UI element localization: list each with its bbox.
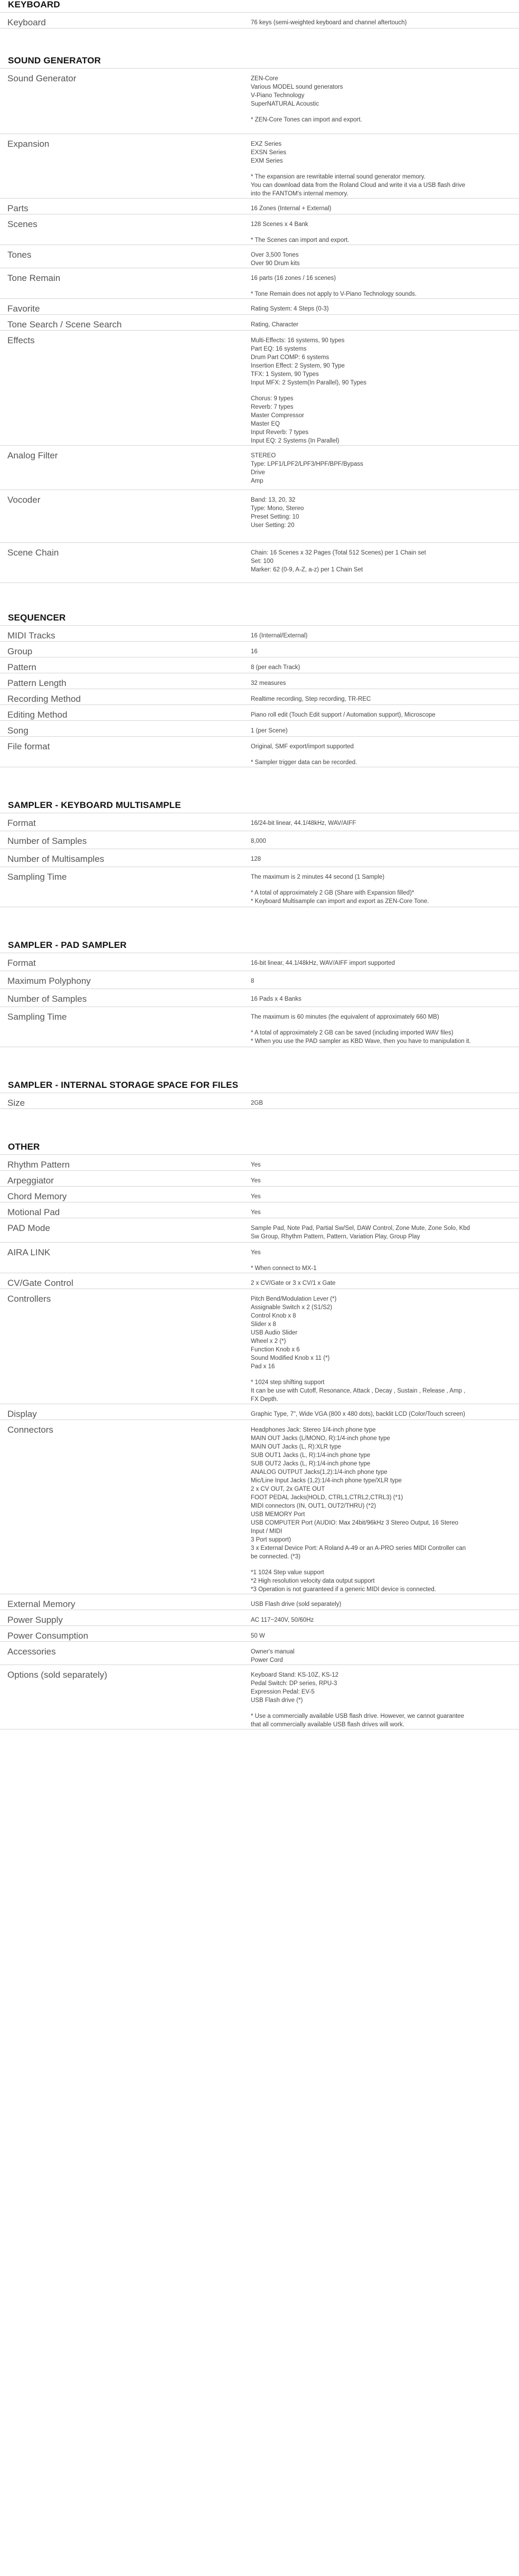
spec-value-line: 3 x External Device Port: A Roland A-49 or an A-PRO series MIDI Controller can — [251, 1545, 466, 1552]
spec-value-line: USB Flash drive (sold separately) — [251, 1601, 342, 1607]
spec-label: Analog Filter — [0, 446, 243, 490]
spec-value-line: V-Piano Technology — [251, 92, 305, 99]
spec-row-effects — [0, 331, 519, 446]
spec-value-line: Sw Group, Rhythm Pattern, Pattern, Variation Play, Group Play — [251, 1234, 420, 1240]
spec-value — [243, 446, 519, 490]
spec-value-line: 16 (Internal/External) — [251, 633, 308, 639]
spec-row-file-format — [0, 737, 519, 767]
spec-label: Scenes — [0, 214, 243, 245]
spec-value-line: User Setting: 20 — [251, 522, 295, 529]
spec-table-sampler-pad-sampler — [0, 953, 519, 1047]
spec-value-line: Insertion Effect: 2 System, 90 Type — [251, 363, 345, 369]
spec-value-line: 3 Port support) — [251, 1537, 291, 1543]
spec-row-pad-mode — [0, 1218, 519, 1243]
spec-note — [251, 116, 519, 124]
spec-row-arpeggiator — [0, 1171, 519, 1187]
spec-label: Tone Remain — [0, 268, 243, 299]
spec-note-line: into the FANTOM's internal memory. — [251, 191, 348, 197]
spec-value-line: 1 (per Scene) — [251, 728, 288, 734]
spec-row-power-supply — [0, 1610, 519, 1626]
spec-value — [243, 543, 519, 583]
spec-value-line: 2 x CV/Gate or 3 x CV/1 x Gate — [251, 1280, 336, 1286]
spec-note — [251, 173, 519, 198]
spec-value — [243, 1404, 519, 1420]
spec-value-line: EXZ Series — [251, 141, 282, 147]
spec-value-line: Rating System: 4 Steps (0-3) — [251, 306, 329, 312]
spec-row-favorite — [0, 299, 519, 315]
spec-row-tone-remain — [0, 268, 519, 299]
spec-value-line: Sound Modified Knob x 11 (*) — [251, 1355, 330, 1361]
section-title-sampler-pad-sampler: SAMPLER - PAD SAMPLER — [8, 940, 127, 950]
spec-label: MIDI Tracks — [0, 626, 243, 642]
spec-value-line: Over 90 Drum kits — [251, 260, 300, 267]
spec-label: Maximum Polyphony — [0, 971, 243, 989]
spec-row-tone-search-scene-search — [0, 315, 519, 331]
spec-label: Size — [0, 1093, 243, 1109]
spec-value-line: Pitch Bend/Modulation Lever (*) — [251, 1296, 337, 1302]
spec-note-line: * 1024 step shifting support — [251, 1379, 325, 1386]
spec-row-maximum-polyphony — [0, 971, 519, 989]
spec-value — [243, 642, 519, 657]
spec-row-parts — [0, 199, 519, 214]
spec-value-line: 8,000 — [251, 838, 266, 844]
spec-value-line: MAIN OUT Jacks (L, R):XLR type — [251, 1444, 342, 1450]
spec-value — [243, 134, 519, 199]
spec-value-line: Pedal Switch: DP series, RPU-3 — [251, 1680, 337, 1687]
spec-value — [243, 1007, 519, 1047]
spec-value-line: 2 x CV OUT, 2x GATE OUT — [251, 1486, 325, 1492]
spec-row-pattern-length — [0, 673, 519, 689]
spec-note-line: * Sampler trigger data can be recorded. — [251, 759, 357, 766]
spec-value-line: ZEN-Core — [251, 76, 278, 82]
spec-value-line: 16 parts (16 zones / 16 scenes) — [251, 275, 336, 281]
spec-value-line: Piano roll edit (Touch Edit support / Automation support), Microscope — [251, 712, 436, 718]
spec-label: Power Supply — [0, 1610, 243, 1626]
spec-table-sampler-keyboard-multisample — [0, 813, 519, 907]
spec-value — [243, 69, 519, 134]
spec-table-sound-generator — [0, 68, 519, 583]
spec-value-line: Rating, Character — [251, 322, 299, 328]
spec-value-line: Marker: 62 (0-9, A-Z, a-z) per 1 Chain Set — [251, 567, 363, 573]
spec-value — [243, 626, 519, 642]
spec-value-line: Power Cord — [251, 1657, 283, 1663]
spec-value-line: Graphic Type, 7", Wide VGA (800 x 480 dots), backlit LCD (Color/Touch screen) — [251, 1411, 465, 1417]
spec-value-line: USB COMPUTER Port (AUDIO: Max 24bit/96kHz 3 Stereo Output, 16 Stereo — [251, 1520, 459, 1526]
spec-label: Sampling Time — [0, 867, 243, 907]
spec-value-line: SuperNATURAL Acoustic — [251, 101, 319, 107]
spec-note — [251, 1712, 519, 1729]
spec-label: CV/Gate Control — [0, 1273, 243, 1289]
spec-value-line: 50 W — [251, 1633, 265, 1639]
spec-value-line: Part EQ: 16 systems — [251, 346, 307, 352]
spec-value — [243, 1243, 519, 1273]
spec-value-line: Multi-Effects: 16 systems, 90 types — [251, 337, 345, 344]
spec-value — [243, 721, 519, 737]
spec-note-line: *1 1024 Step value support — [251, 1569, 324, 1576]
spec-value — [243, 13, 519, 29]
spec-note — [251, 236, 519, 245]
spec-row-format — [0, 813, 519, 831]
spec-value — [243, 989, 519, 1007]
spec-label: Pattern Length — [0, 673, 243, 689]
spec-note — [251, 394, 519, 445]
spec-row-chord-memory — [0, 1187, 519, 1202]
spec-table-sampler-internal-storage-space-for-files — [0, 1093, 519, 1109]
spec-value — [243, 1171, 519, 1187]
spec-label: Tones — [0, 245, 243, 268]
spec-value-line: Headphones Jack: Stereo 1/4-inch phone type — [251, 1427, 376, 1433]
spec-row-vocoder — [0, 490, 519, 543]
spec-row-number-of-multisamples — [0, 849, 519, 867]
spec-label: Favorite — [0, 299, 243, 315]
spec-value-line: The maximum is 60 minutes (the equivalent of approximately 660 MB) — [251, 1014, 439, 1020]
spec-note — [251, 1378, 519, 1404]
spec-value-line: 8 (per each Track) — [251, 664, 300, 671]
spec-value — [243, 1218, 519, 1243]
spec-value-line: Type: LPF1/LPF2/LPF3/HPF/BPF/Bypass — [251, 461, 363, 467]
spec-label: Display — [0, 1404, 243, 1420]
spec-value-line: Amp — [251, 478, 263, 484]
spec-row-accessories — [0, 1642, 519, 1665]
spec-label: Recording Method — [0, 689, 243, 705]
spec-row-editing-method — [0, 705, 519, 721]
spec-value-line: Slider x 8 — [251, 1321, 276, 1328]
spec-value-line: Drum Part COMP: 6 systems — [251, 354, 329, 361]
spec-note — [251, 290, 519, 298]
section-title-sound-generator: SOUND GENERATOR — [8, 55, 101, 65]
spec-row-size — [0, 1093, 519, 1109]
spec-label: Power Consumption — [0, 1626, 243, 1642]
spec-row-aira-link — [0, 1243, 519, 1273]
section-title-sequencer: SEQUENCER — [8, 613, 66, 623]
spec-row-sampling-time — [0, 1007, 519, 1047]
spec-note-line: Input Reverb: 7 types — [251, 429, 309, 436]
spec-value — [243, 1626, 519, 1642]
spec-label: Sound Generator — [0, 69, 243, 134]
spec-label: Sampling Time — [0, 1007, 243, 1047]
spec-label: Connectors — [0, 1420, 243, 1594]
spec-row-display — [0, 1404, 519, 1420]
spec-value-line: 2GB — [251, 1100, 263, 1106]
spec-table-sequencer — [0, 625, 519, 767]
spec-label: AIRA LINK — [0, 1243, 243, 1273]
spec-value — [243, 1594, 519, 1610]
spec-value-line: Original, SMF export/import supported — [251, 744, 354, 750]
spec-value-line: Yes — [251, 1162, 261, 1168]
spec-value-line: Chain: 16 Scenes x 32 Pages (Total 512 Scenes) per 1 Chain set — [251, 550, 426, 556]
spec-note-line: * A total of approximately 2 GB (Share with Expansion filled)* — [251, 890, 414, 896]
spec-value — [243, 689, 519, 705]
spec-value-line: be connected. (*3) — [251, 1554, 300, 1560]
spec-value — [243, 953, 519, 971]
spec-label: Motional Pad — [0, 1202, 243, 1218]
spec-value-line: MAIN OUT Jacks (L/MONO, R):1/4-inch phone type — [251, 1435, 390, 1442]
spec-value-line: TFX: 1 System, 90 Types — [251, 371, 319, 378]
spec-value-line: Drive — [251, 469, 265, 476]
spec-value-line: The maximum is 2 minutes 44 second (1 Sample) — [251, 874, 385, 880]
spec-value — [243, 1187, 519, 1202]
spec-note-line: FX Depth. — [251, 1396, 278, 1403]
spec-note-line: that all commercially available USB flash drives will work. — [251, 1722, 404, 1728]
spec-value-line: EXM Series — [251, 158, 283, 164]
spec-value-line: Yes — [251, 1178, 261, 1184]
spec-value — [243, 315, 519, 331]
spec-label: Pattern — [0, 657, 243, 673]
spec-row-rhythm-pattern — [0, 1155, 519, 1171]
spec-row-controllers — [0, 1289, 519, 1404]
spec-row-format — [0, 953, 519, 971]
spec-label: Format — [0, 953, 243, 971]
spec-row-tones — [0, 245, 519, 268]
section-title-keyboard: KEYBOARD — [8, 0, 60, 10]
spec-table-other — [0, 1154, 519, 1729]
spec-label: File format — [0, 737, 243, 767]
spec-value — [243, 199, 519, 214]
spec-row-scenes — [0, 214, 519, 245]
spec-note-line: * The Scenes can import and export. — [251, 237, 350, 243]
spec-label: Song — [0, 721, 243, 737]
spec-label: External Memory — [0, 1594, 243, 1610]
spec-value-line: Expression Pedal: EV-5 — [251, 1689, 315, 1695]
spec-value — [243, 214, 519, 245]
section-title-other: OTHER — [8, 1142, 40, 1152]
spec-value-line: Mic/Line Input Jacks (1,2):1/4-inch phone type/XLR type — [251, 1478, 402, 1484]
spec-value — [243, 1155, 519, 1171]
spec-value — [243, 657, 519, 673]
spec-value-line: Sample Pad, Note Pad, Partial Sw/Sel, DAW Control, Zone Mute, Zone Solo, Kbd — [251, 1225, 470, 1231]
spec-label: Keyboard — [0, 13, 243, 29]
spec-value-line: AC 117~240V, 50/60Hz — [251, 1617, 314, 1623]
spec-note-line: * A total of approximately 2 GB can be saved (including imported WAV files) — [251, 1030, 454, 1036]
spec-value — [243, 1093, 519, 1109]
spec-row-recording-method — [0, 689, 519, 705]
spec-note — [251, 1568, 519, 1594]
spec-note-line: *2 High resolution velocity data output support — [251, 1578, 375, 1584]
spec-note-line: Master Compressor — [251, 412, 304, 419]
spec-value-line: Set: 100 — [251, 558, 273, 565]
spec-note — [251, 758, 519, 767]
spec-note — [251, 889, 519, 906]
spec-label: Chord Memory — [0, 1187, 243, 1202]
spec-note-line: * Tone Remain does not apply to V-Piano Technology sounds. — [251, 291, 417, 297]
spec-row-number-of-samples — [0, 989, 519, 1007]
spec-value-line: Preset Setting: 10 — [251, 514, 299, 520]
spec-label: Scene Chain — [0, 543, 243, 583]
spec-row-power-consumption — [0, 1626, 519, 1642]
spec-value — [243, 1420, 519, 1594]
spec-value-line: Realtime recording, Step recording, TR-REC — [251, 696, 371, 702]
spec-value — [243, 705, 519, 721]
spec-label: Number of Multisamples — [0, 849, 243, 867]
spec-value-line: USB Flash drive (*) — [251, 1697, 303, 1704]
spec-value — [243, 813, 519, 831]
spec-label: Rhythm Pattern — [0, 1155, 243, 1171]
spec-note-line: * Use a commercially available USB flash drive. However, we cannot guarantee — [251, 1713, 464, 1719]
spec-value-line: Owner's manual — [251, 1649, 295, 1655]
spec-value — [243, 673, 519, 689]
spec-note-line: You can download data from the Roland Cloud and write it via a USB flash drive — [251, 182, 466, 189]
spec-note — [251, 1029, 519, 1046]
spec-note — [251, 1264, 519, 1273]
spec-label: Options (sold separately) — [0, 1665, 243, 1729]
spec-note-line: Chorus: 9 types — [251, 396, 294, 402]
spec-value-line: USB MEMORY Port — [251, 1511, 305, 1518]
spec-note-line: * When you use the PAD sampler as KBD Wave, then you have to manipulation it. — [251, 1038, 471, 1045]
spec-row-group — [0, 642, 519, 657]
spec-value-line: Input / MIDI — [251, 1528, 282, 1535]
spec-value — [243, 831, 519, 849]
spec-value-line: MIDI connectors (IN, OUT1, OUT2/THRU) (*2) — [251, 1503, 376, 1509]
spec-value — [243, 1665, 519, 1729]
spec-note-line: *3 Operation is not guaranteed if a generic MIDI device is connected. — [251, 1586, 436, 1593]
spec-label: Number of Samples — [0, 831, 243, 849]
spec-value-line: SUB OUT2 Jacks (L, R):1/4-inch phone type — [251, 1461, 371, 1467]
spec-row-keyboard — [0, 13, 519, 29]
spec-value — [243, 1610, 519, 1626]
spec-value-line: Input MFX: 2 System(In Parallel), 90 Types — [251, 380, 367, 386]
spec-value-line: Yes — [251, 1193, 261, 1200]
spec-label: Group — [0, 642, 243, 657]
spec-value-line: Band: 13, 20, 32 — [251, 497, 296, 503]
spec-value-line: Keyboard Stand: KS-10Z, KS-12 — [251, 1672, 339, 1678]
spec-value — [243, 971, 519, 989]
spec-value — [243, 1642, 519, 1665]
spec-value — [243, 268, 519, 299]
spec-value — [243, 737, 519, 767]
spec-value-line: 32 measures — [251, 680, 286, 687]
spec-value-line: 16 Zones (Internal + External) — [251, 205, 332, 212]
spec-label: Controllers — [0, 1289, 243, 1404]
spec-value-line: Wheel x 2 (*) — [251, 1338, 286, 1345]
spec-value-line: USB Audio Slider — [251, 1330, 298, 1336]
spec-value-line: 128 — [251, 856, 261, 862]
spec-table-keyboard — [0, 12, 519, 29]
spec-value-line: 128 Scenes x 4 Bank — [251, 221, 308, 228]
spec-value-line: 76 keys (semi-weighted keyboard and channel aftertouch) — [251, 20, 407, 26]
spec-value — [243, 1202, 519, 1218]
section-title-sampler-keyboard-multisample: SAMPLER - KEYBOARD MULTISAMPLE — [8, 800, 181, 810]
spec-value-line: Function Knob x 6 — [251, 1347, 300, 1353]
spec-label: Effects — [0, 331, 243, 446]
spec-row-pattern — [0, 657, 519, 673]
spec-value-line: Over 3,500 Tones — [251, 252, 299, 258]
spec-row-midi-tracks — [0, 626, 519, 642]
spec-value-line: Type: Mono, Stereo — [251, 505, 304, 512]
spec-label: Format — [0, 813, 243, 831]
spec-label: Vocoder — [0, 490, 243, 543]
spec-label: Number of Samples — [0, 989, 243, 1007]
spec-value-line: Assignable Switch x 2 (S1/S2) — [251, 1304, 333, 1311]
spec-value-line: EXSN Series — [251, 149, 287, 156]
spec-row-external-memory — [0, 1594, 519, 1610]
spec-row-sampling-time — [0, 867, 519, 907]
spec-label: Arpeggiator — [0, 1171, 243, 1187]
spec-value-line: Yes — [251, 1249, 261, 1256]
spec-value-line: 16-bit linear, 44.1/48kHz, WAV/AIFF import supported — [251, 960, 395, 966]
spec-value-line: Various MODEL sound generators — [251, 84, 343, 90]
spec-row-options-sold-separately — [0, 1665, 519, 1729]
spec-value — [243, 1273, 519, 1289]
spec-value-line: Control Knob x 8 — [251, 1313, 296, 1319]
spec-note-line: * Keyboard Multisample can import and export as ZEN-Core Tone. — [251, 898, 429, 905]
spec-value-line: 16/24-bit linear, 44.1/48kHz, WAV/AIFF — [251, 820, 356, 826]
spec-label: PAD Mode — [0, 1218, 243, 1243]
spec-note-line: * The expansion are rewritable internal sound generator memory. — [251, 174, 426, 180]
spec-note-line: Reverb: 7 types — [251, 404, 294, 410]
spec-row-cv-gate-control — [0, 1273, 519, 1289]
spec-row-analog-filter — [0, 446, 519, 490]
spec-note-line: * When connect to MX-1 — [251, 1265, 317, 1272]
spec-row-number-of-samples — [0, 831, 519, 849]
spec-value-line: Pad x 16 — [251, 1364, 275, 1370]
spec-label: Accessories — [0, 1642, 243, 1665]
spec-label: Expansion — [0, 134, 243, 199]
spec-label: Editing Method — [0, 705, 243, 721]
spec-note-line: * ZEN-Core Tones can import and export. — [251, 117, 362, 123]
spec-note-line: Input EQ: 2 Systems (In Parallel) — [251, 438, 339, 444]
spec-row-scene-chain — [0, 543, 519, 583]
spec-value-line: Yes — [251, 1209, 261, 1216]
spec-value-line: 8 — [251, 978, 254, 984]
spec-value-line: SUB OUT1 Jacks (L, R):1/4-inch phone type — [251, 1452, 371, 1459]
spec-row-sound-generator — [0, 69, 519, 134]
spec-value-line: FOOT PEDAL Jacks(HOLD, CTRL1,CTRL2,CTRL3) (*1) — [251, 1494, 403, 1501]
spec-value — [243, 245, 519, 268]
spec-note-line: It can be use with Cutoff, Resonance, Attack , Decay , Sustain , Release , Amp , — [251, 1388, 466, 1394]
spec-value-line: 16 Pads x 4 Banks — [251, 996, 301, 1002]
spec-value — [243, 867, 519, 907]
spec-note-line: Master EQ — [251, 421, 280, 427]
section-title-sampler-internal-storage-space-for-files: SAMPLER - INTERNAL STORAGE SPACE FOR FILES — [8, 1080, 239, 1090]
spec-row-song — [0, 721, 519, 737]
spec-value — [243, 331, 519, 446]
spec-value — [243, 490, 519, 543]
spec-value — [243, 849, 519, 867]
spec-label: Tone Search / Scene Search — [0, 315, 243, 331]
spec-value-line: STEREO — [251, 453, 276, 459]
spec-row-connectors — [0, 1420, 519, 1594]
spec-row-expansion — [0, 134, 519, 199]
spec-value — [243, 1289, 519, 1404]
spec-value-line: ANALOG OUTPUT Jacks(1,2):1/4-inch phone type — [251, 1469, 388, 1475]
spec-label: Parts — [0, 199, 243, 214]
spec-row-motional-pad — [0, 1202, 519, 1218]
spec-value — [243, 299, 519, 315]
spec-value-line: 16 — [251, 648, 258, 655]
